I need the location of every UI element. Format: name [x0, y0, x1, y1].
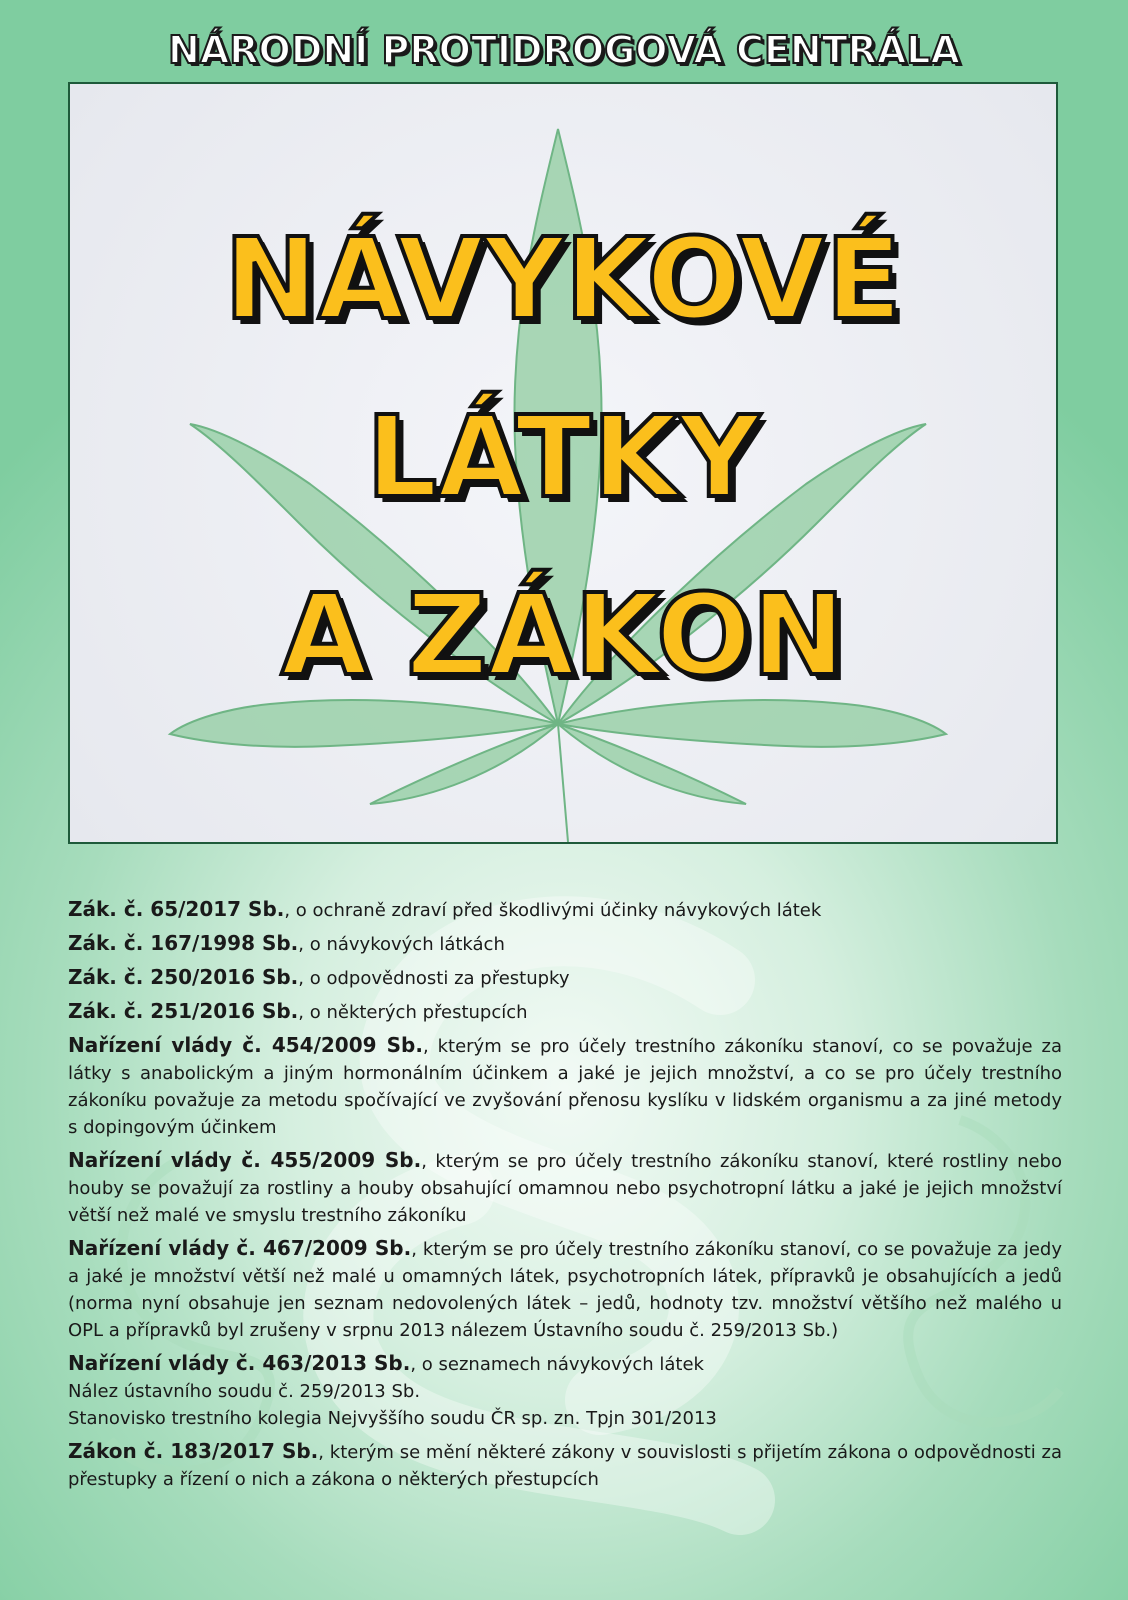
org-title: NÁRODNÍ PROTIDROGOVÁ CENTRÁLA	[168, 28, 960, 72]
law-ref: Zákon č. 183/2017 Sb.	[68, 1439, 319, 1463]
law-desc: , o některých přestupcích	[298, 1002, 528, 1023]
law-ref: Nařízení vlády č. 455/2009 Sb.	[68, 1148, 422, 1172]
hero-panel	[68, 82, 1058, 844]
law-ref: Nařízení vlády č. 463/2013 Sb.	[68, 1351, 411, 1375]
law-list	[68, 896, 1062, 1499]
law-ref: Zák. č. 250/2016 Sb.	[68, 965, 299, 989]
law-desc: , o návykových látkách	[298, 934, 505, 955]
hero-title-line1: NÁVYKOVÉ	[224, 215, 902, 345]
hero-title-line3: A ZÁKON	[280, 571, 846, 701]
hero-title-line2: LÁTKY	[366, 393, 760, 523]
note-item: Stanovisko trestního kolegia Nejvyššího soudu ČR sp. zn. Tpjn 301/2013	[68, 1408, 717, 1429]
law-ref: Nařízení vlády č. 454/2009 Sb.	[68, 1033, 423, 1057]
law-item	[68, 930, 1062, 958]
law-desc: , o odpovědnosti za přestupky	[298, 968, 570, 989]
law-desc: , kterým se pro účely trestního zákoníku stanoví, co se považuje za jedy a jaké je množství větší než malé u omamných látek, psychotropních látek, přípravků je obsahujících a jedů (norma nyní obsahuje jen seznam nedovolených látek – jedů, hodnoty tzv. množství většího než malého u OPL a přípravků byl zrušeny v srpnu 2013 nálezem Ústavního soudu č. 259/2013 Sb.)	[68, 1239, 1062, 1341]
law-desc: , o seznamech návykových látek	[410, 1354, 704, 1375]
law-item	[68, 1032, 1062, 1141]
law-ref: Nařízení vlády č. 467/2009 Sb.	[68, 1236, 412, 1260]
law-ref: Zák. č. 167/1998 Sb.	[68, 931, 299, 955]
law-item	[68, 1147, 1062, 1229]
law-desc: , kterým se pro účely trestního zákoníku stanoví, co se považuje za látky s anabolickým a jiným hormonálním účinkem a jaké je jejich množství, a co se pro účely trestního zákoníku považuje za metodu spočívající ve zvyšování přenosu kyslíku v lidském organismu a za jiné metody s dopingovým účinkem	[68, 1036, 1062, 1138]
law-item	[68, 1350, 1062, 1378]
law-item	[68, 1235, 1062, 1344]
law-desc: , kterým se mění některé zákony v souvislosti s přijetím zákona o odpovědnosti za přestupky a řízení o nich a zákona o některých přestupcích	[68, 1442, 1063, 1490]
law-item	[68, 1438, 1062, 1493]
law-item	[68, 896, 1062, 924]
law-item	[68, 998, 1062, 1026]
law-ref: Zák. č. 251/2016 Sb.	[68, 999, 299, 1023]
law-ref: Zák. č. 65/2017 Sb.	[68, 897, 285, 921]
law-item	[68, 964, 1062, 992]
law-desc: , kterým se pro účely trestního zákoníku stanoví, které rostliny nebo houby se považují za rostliny a houby obsahující omamnou nebo psychotropní látku a jaké je jejich množství větší než malé ve smyslu trestního zákoníku	[68, 1151, 1062, 1226]
note-item: Nález ústavního soudu č. 259/2013 Sb.	[68, 1381, 421, 1402]
law-desc: , o ochraně zdraví před škodlivými účinky návykových látek	[284, 900, 822, 921]
